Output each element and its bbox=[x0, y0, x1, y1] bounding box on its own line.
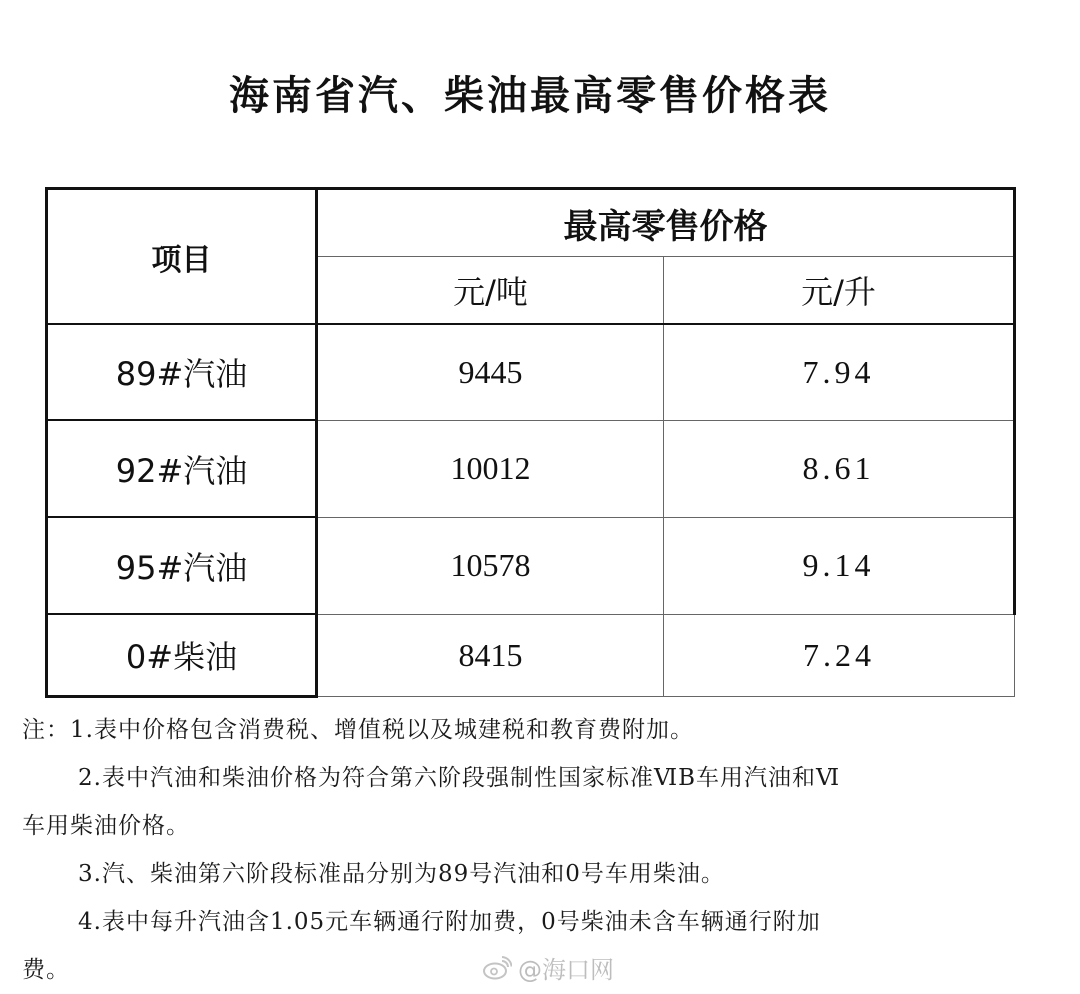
row-price-liter: 9.14 bbox=[664, 517, 1015, 614]
row-name: 92#汽油 bbox=[47, 420, 317, 517]
row-price-liter: 8.61 bbox=[664, 420, 1015, 517]
weibo-icon bbox=[482, 956, 512, 980]
watermark bbox=[482, 950, 614, 985]
page-title: 海南省汽、柴油最高零售价格表 bbox=[229, 73, 831, 119]
header-unit-liter: 元/升 bbox=[664, 257, 1015, 325]
note-4-continued: 费。 bbox=[22, 957, 70, 983]
row-price-liter: 7.94 bbox=[664, 324, 1015, 420]
watermark-text: @海口网 bbox=[518, 956, 614, 984]
header-unit-ton: 元/吨 bbox=[317, 257, 664, 325]
table-row bbox=[47, 324, 1015, 420]
row-price-ton: 10012 bbox=[317, 420, 664, 517]
row-price-ton: 9445 bbox=[317, 324, 664, 420]
price-table bbox=[45, 187, 1016, 698]
row-price-ton: 10578 bbox=[317, 517, 664, 614]
table-row bbox=[47, 420, 1015, 517]
header-item: 项目 bbox=[47, 189, 317, 325]
row-price-liter: 7.24 bbox=[664, 614, 1015, 696]
row-price-ton: 8415 bbox=[317, 614, 664, 696]
note-2-continued: 车用柴油价格。 bbox=[22, 813, 190, 839]
note-4: 4.表中每升汽油含1.05元车辆通行附加费，0号柴油未含车辆通行附加 bbox=[78, 909, 821, 935]
note-2: 2.表中汽油和柴油价格为符合第六阶段强制性国家标准ⅥB车用汽油和Ⅵ bbox=[78, 765, 841, 791]
row-name: 0#柴油 bbox=[47, 614, 317, 696]
row-name: 89#汽油 bbox=[47, 324, 317, 420]
table-row bbox=[47, 517, 1015, 614]
table-row bbox=[47, 614, 1015, 696]
header-max-price: 最高零售价格 bbox=[317, 189, 1015, 257]
row-name: 95#汽油 bbox=[47, 517, 317, 614]
note-1: 注：1.表中价格包含消费税、增值税以及城建税和教育费附加。 bbox=[22, 717, 694, 743]
note-3: 3.汽、柴油第六阶段标准品分别为89号汽油和0号车用柴油。 bbox=[78, 861, 725, 887]
